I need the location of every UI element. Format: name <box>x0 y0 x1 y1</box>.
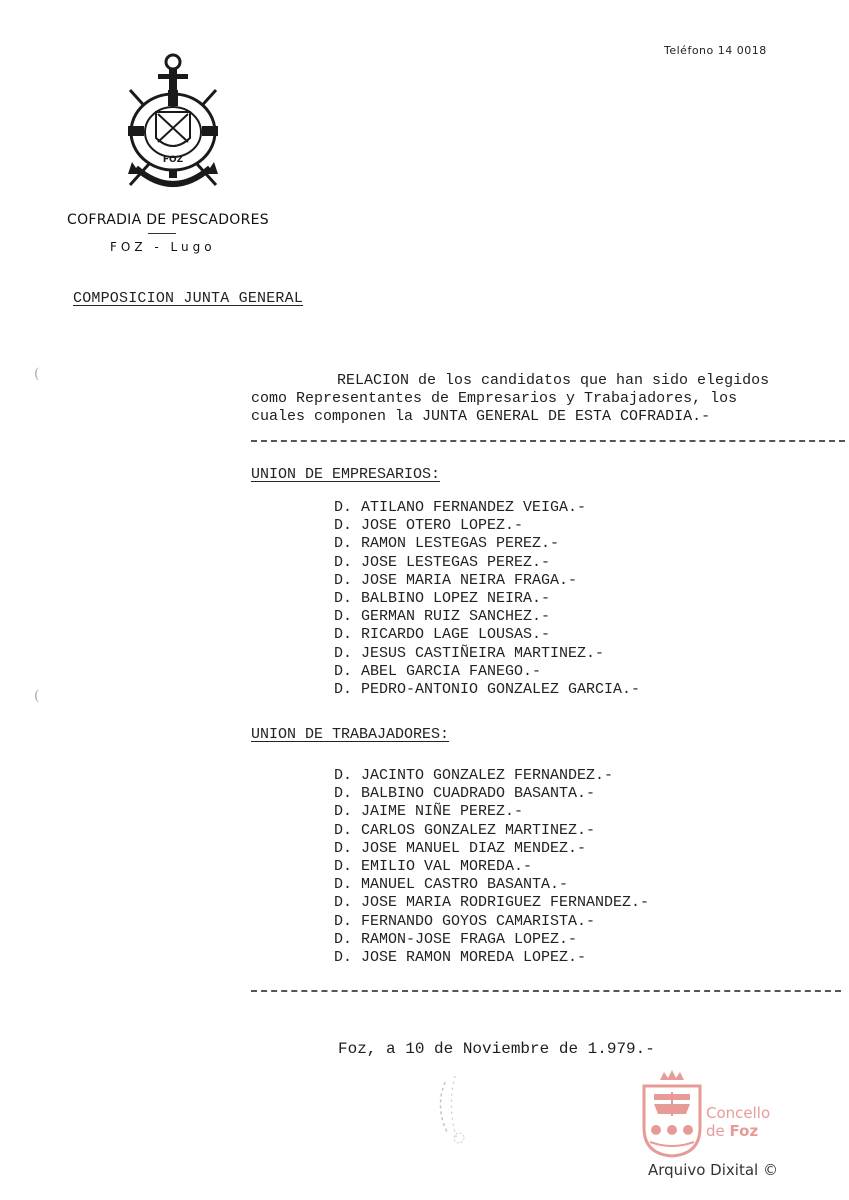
list-item: D. MANUEL CASTRO BASANTA.- <box>334 876 569 894</box>
organization-divider <box>148 233 176 234</box>
watermark-line-2-prefix: de <box>706 1122 730 1140</box>
list-item: D. BALBINO CUADRADO BASANTA.- <box>334 785 596 803</box>
watermark-line-2 <box>706 1122 758 1140</box>
list-item: D. JOSE OTERO LOPEZ.- <box>334 517 524 535</box>
list-item: D. BALBINO LOPEZ NEIRA.- <box>334 590 551 608</box>
intro-paragraph <box>251 372 849 426</box>
watermark-line-1: Concello <box>706 1104 771 1122</box>
list-item: D. JOSE LESTEGAS PEREZ.- <box>334 553 551 571</box>
organization-place: FOZ - Lugo <box>110 240 216 254</box>
list-item: D. JOSE RAMON MOREDA LOPEZ.- <box>334 949 587 967</box>
list-item: D. JACINTO GONZALEZ FERNANDEZ.- <box>334 767 614 784</box>
list-item: D. RAMON-JOSE FRAGA LOPEZ.- <box>334 930 578 948</box>
list-item: D. PEDRO-ANTONIO GONZALEZ GARCIA.- <box>334 681 641 699</box>
list-item: D. JOSE MANUEL DIAZ MENDEZ.- <box>334 839 587 857</box>
faded-stamp-icon <box>425 1062 515 1152</box>
list-item: D. JESUS CASTIÑEIRA MARTINEZ.- <box>334 644 605 662</box>
separator-rule <box>251 440 845 442</box>
archive-credit: Arquivo Dixital © <box>648 1161 778 1179</box>
workers-title: UNION DE TRABAJADORES: <box>251 726 450 743</box>
list-item: D. FERNANDO GOYOS CAMARISTA.- <box>334 912 596 930</box>
intro-line: como Representantes de Empresarios y Trabajadores, los <box>251 390 738 407</box>
separator-rule <box>251 990 841 992</box>
list-item: D. EMILIO VAL MOREDA.- <box>334 858 533 876</box>
workers-list <box>334 767 649 967</box>
list-item: D. JAIME NIÑE PEREZ.- <box>334 803 524 821</box>
margin-mark: ( <box>34 688 40 704</box>
employers-title: UNION DE EMPRESARIOS: <box>251 466 441 483</box>
organization-name: COFRADIA DE PESCADORES <box>67 212 269 228</box>
list-item: D. RICARDO LAGE LOUSAS.- <box>334 626 551 644</box>
list-item: D. JOSE MARIA NEIRA FRAGA.- <box>334 571 578 589</box>
list-item: D. GERMAN RUIZ SANCHEZ.- <box>334 608 551 626</box>
list-item: D. ATILANO FERNANDEZ VEIGA.- <box>334 499 587 516</box>
anchor-emblem-icon <box>118 50 228 200</box>
list-item: D. JOSE MARIA RODRIGUEZ FERNANDEZ.- <box>334 894 650 912</box>
intro-line: RELACION de los candidatos que han sido elegidos <box>337 372 770 389</box>
intro-line: cuales componen la JUNTA GENERAL DE ESTA COFRADIA.- <box>251 408 711 425</box>
list-item: D. ABEL GARCIA FANEGO.- <box>334 662 542 680</box>
phone-number: Teléfono 14 0018 <box>664 44 767 57</box>
watermark-line-2-bold: Foz <box>729 1122 759 1140</box>
date-line: Foz, a 10 de Noviembre de 1.979.- <box>338 1040 655 1058</box>
list-item: D. CARLOS GONZALEZ MARTINEZ.- <box>334 821 596 839</box>
margin-mark: ( <box>34 366 40 382</box>
svg-text:FOZ: FOZ <box>162 155 184 165</box>
employers-list <box>334 499 640 699</box>
list-item: D. RAMON LESTEGAS PEREZ.- <box>334 535 560 553</box>
document-heading: COMPOSICION JUNTA GENERAL <box>73 290 304 307</box>
